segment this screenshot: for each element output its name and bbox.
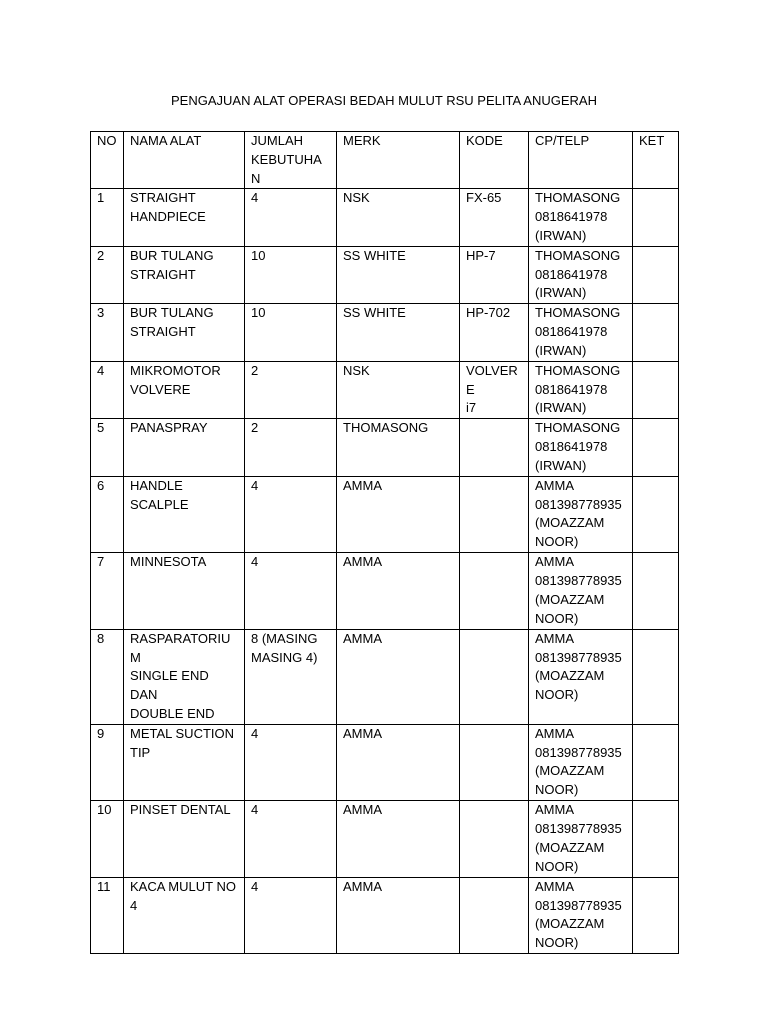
cell-ket	[633, 877, 679, 954]
cell-no: 7	[91, 553, 124, 630]
cell-cp-telp: AMMA 081398778935 (MOAZZAM NOOR)	[529, 553, 633, 630]
cell-no: 10	[91, 801, 124, 878]
header-no: NO	[91, 132, 124, 189]
table-row	[91, 724, 679, 801]
cell-no: 8	[91, 629, 124, 724]
cell-cp-telp: AMMA 081398778935 (MOAZZAM NOOR)	[529, 629, 633, 724]
cell-jumlah: 4	[245, 553, 337, 630]
cell-kode	[460, 553, 529, 630]
table-row	[91, 361, 679, 419]
table-row	[91, 246, 679, 304]
cell-cp-telp: THOMASONG 0818641978 (IRWAN)	[529, 361, 633, 419]
cell-ket	[633, 724, 679, 801]
cell-kode	[460, 801, 529, 878]
cell-no: 11	[91, 877, 124, 954]
cell-cp-telp: THOMASONG 0818641978 (IRWAN)	[529, 304, 633, 362]
header-jumlah-kebutuhan: JUMLAH KEBUTUHAN	[245, 132, 337, 189]
cell-nama-alat: METAL SUCTION TIP	[124, 724, 245, 801]
cell-no: 2	[91, 246, 124, 304]
cell-merk: AMMA	[337, 629, 460, 724]
cell-no: 5	[91, 419, 124, 477]
cell-no: 9	[91, 724, 124, 801]
cell-ket	[633, 629, 679, 724]
cell-kode	[460, 724, 529, 801]
cell-jumlah: 10	[245, 246, 337, 304]
cell-jumlah: 10	[245, 304, 337, 362]
cell-merk: AMMA	[337, 724, 460, 801]
cell-ket	[633, 361, 679, 419]
cell-ket	[633, 419, 679, 477]
cell-cp-telp: AMMA 081398778935 (MOAZZAM NOOR)	[529, 476, 633, 553]
table-row	[91, 304, 679, 362]
cell-merk: AMMA	[337, 801, 460, 878]
cell-nama-alat: HANDLE SCALPLE	[124, 476, 245, 553]
cell-nama-alat: PINSET DENTAL	[124, 801, 245, 878]
table-row	[91, 553, 679, 630]
cell-no: 1	[91, 189, 124, 247]
cell-cp-telp: AMMA 081398778935 (MOAZZAM NOOR)	[529, 724, 633, 801]
cell-kode	[460, 476, 529, 553]
cell-nama-alat: PANASPRAY	[124, 419, 245, 477]
cell-ket	[633, 189, 679, 247]
cell-cp-telp: AMMA 081398778935 (MOAZZAM NOOR)	[529, 801, 633, 878]
cell-jumlah: 4	[245, 476, 337, 553]
table-row	[91, 189, 679, 247]
cell-merk: AMMA	[337, 553, 460, 630]
table-row	[91, 877, 679, 954]
cell-kode: HP-702	[460, 304, 529, 362]
cell-jumlah: 2	[245, 361, 337, 419]
cell-merk: NSK	[337, 189, 460, 247]
equipment-table	[90, 131, 679, 954]
cell-cp-telp: AMMA 081398778935 (MOAZZAM NOOR)	[529, 877, 633, 954]
cell-cp-telp: THOMASONG 0818641978 (IRWAN)	[529, 246, 633, 304]
cell-no: 3	[91, 304, 124, 362]
cell-jumlah: 4	[245, 801, 337, 878]
cell-cp-telp: THOMASONG 0818641978 (IRWAN)	[529, 419, 633, 477]
document-title: PENGAJUAN ALAT OPERASI BEDAH MULUT RSU PELITA ANUGERAH	[171, 93, 597, 108]
cell-jumlah: 2	[245, 419, 337, 477]
cell-nama-alat: BUR TULANG STRAIGHT	[124, 246, 245, 304]
cell-kode: FX-65	[460, 189, 529, 247]
cell-no: 4	[91, 361, 124, 419]
cell-kode: HP-7	[460, 246, 529, 304]
cell-ket	[633, 801, 679, 878]
cell-nama-alat: MIKROMOTOR VOLVERE	[124, 361, 245, 419]
table-row	[91, 629, 679, 724]
cell-nama-alat: MINNESOTA	[124, 553, 245, 630]
cell-kode	[460, 419, 529, 477]
cell-kode: VOLVERE i7	[460, 361, 529, 419]
cell-cp-telp: THOMASONG 0818641978 (IRWAN)	[529, 189, 633, 247]
cell-nama-alat: STRAIGHT HANDPIECE	[124, 189, 245, 247]
cell-merk: NSK	[337, 361, 460, 419]
cell-jumlah: 4	[245, 189, 337, 247]
cell-kode	[460, 877, 529, 954]
cell-ket	[633, 246, 679, 304]
cell-merk: AMMA	[337, 877, 460, 954]
cell-merk: SS WHITE	[337, 304, 460, 362]
cell-jumlah: 4	[245, 877, 337, 954]
cell-nama-alat: KACA MULUT NO 4	[124, 877, 245, 954]
header-cp-telp: CP/TELP	[529, 132, 633, 189]
cell-merk: THOMASONG	[337, 419, 460, 477]
cell-nama-alat: BUR TULANG STRAIGHT	[124, 304, 245, 362]
cell-ket	[633, 304, 679, 362]
cell-nama-alat: RASPARATORIUM SINGLE END DAN DOUBLE END	[124, 629, 245, 724]
cell-merk: AMMA	[337, 476, 460, 553]
table-row	[91, 419, 679, 477]
header-kode: KODE	[460, 132, 529, 189]
table-row	[91, 801, 679, 878]
header-nama-alat: NAMA ALAT	[124, 132, 245, 189]
cell-kode	[460, 629, 529, 724]
table-row	[91, 476, 679, 553]
table-header-row	[91, 132, 679, 189]
cell-no: 6	[91, 476, 124, 553]
cell-ket	[633, 476, 679, 553]
cell-merk: SS WHITE	[337, 246, 460, 304]
cell-ket	[633, 553, 679, 630]
header-ket: KET	[633, 132, 679, 189]
cell-jumlah: 8 (MASING MASING 4)	[245, 629, 337, 724]
cell-jumlah: 4	[245, 724, 337, 801]
header-merk: MERK	[337, 132, 460, 189]
